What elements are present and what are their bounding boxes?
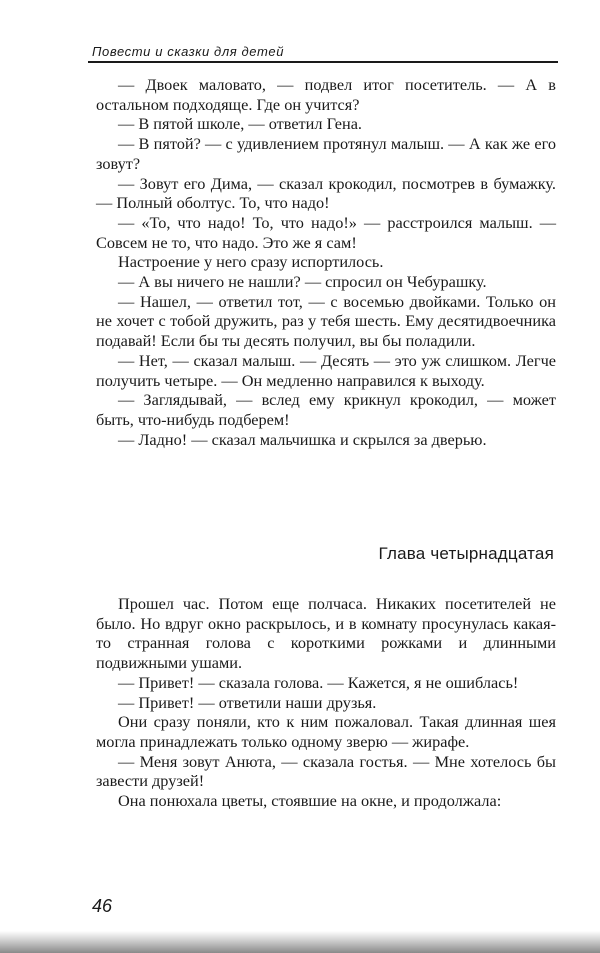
chapter-title: Глава четырнадцатая bbox=[378, 544, 554, 563]
paragraph: Она понюхала цветы, стоявшие на окне, и продолжала: bbox=[118, 791, 502, 811]
paragraph: — Заглядывай, — вслед ему крикнул крокодил, — может быть, что-нибудь подберем! bbox=[96, 390, 556, 429]
paragraph: — Нет, — сказал малыш. — Десять — это уж слишком. Легче получить четыре. — Он медленно направился к выходу. bbox=[96, 350, 556, 390]
scan-bottom-edge bbox=[0, 931, 600, 953]
header-rule bbox=[88, 61, 558, 63]
paragraph: Прошел час. Потом еще полчаса. Никаких посетителей не было. Но вдруг окно раскрылось, и в комнату просунулась какая-то странная голова с короткими рожками и длинными подвижными ушами. bbox=[96, 594, 556, 673]
paragraph: — В пятой школе, — ответил Гена. bbox=[118, 114, 362, 134]
paragraph: Они сразу поняли, кто к ним пожаловал. Такая длинная шея могла принадлежать только одному зверю — жирафе. bbox=[96, 712, 556, 751]
paragraph: — Нашел, — ответил тот, — с восемью двойками. Только он не хочет с тобой дружить, раз у тебя шесть. Ему десятидвоечника подавай! Если бы ты десять получил, вы бы поладили. bbox=[96, 291, 556, 351]
paragraph: Настроение у него сразу испортилось. bbox=[118, 252, 384, 272]
paragraph: — В пятой? — с удивлением протянул малыш. — А как же его зовут? bbox=[96, 134, 556, 173]
text-section-2 bbox=[96, 594, 556, 811]
text-section-1 bbox=[96, 75, 556, 449]
paragraph: — Зовут его Дима, — сказал крокодил, посмотрев в бумажку. — Полный оболтус. То, что надо! bbox=[96, 173, 556, 213]
paragraph: — Двоек маловато, — подвел итог посетитель. — А в остальном подходяще. Где он учится? bbox=[96, 75, 556, 114]
paragraph: — Привет! — ответили наши друзья. bbox=[118, 692, 377, 712]
paragraph: — «То, что надо! То, что надо!» — расстроился малыш. — Совсем не то, что надо. Это же я сам! bbox=[96, 212, 556, 252]
paragraph: — А вы ничего не нашли? — спросил он Чебурашку. bbox=[118, 272, 487, 292]
paragraph: — Меня зовут Анюта, — сказала гостья. — Мне хотелось бы завести друзей! bbox=[96, 751, 556, 791]
paragraph: — Ладно! — сказал мальчишка и скрылся за дверью. bbox=[118, 429, 487, 449]
page-number: 46 bbox=[92, 896, 113, 916]
running-title: Повести и сказки для детей bbox=[92, 44, 285, 59]
paragraph: — Привет! — сказала голова. — Кажется, я не ошиблась! bbox=[118, 672, 519, 692]
